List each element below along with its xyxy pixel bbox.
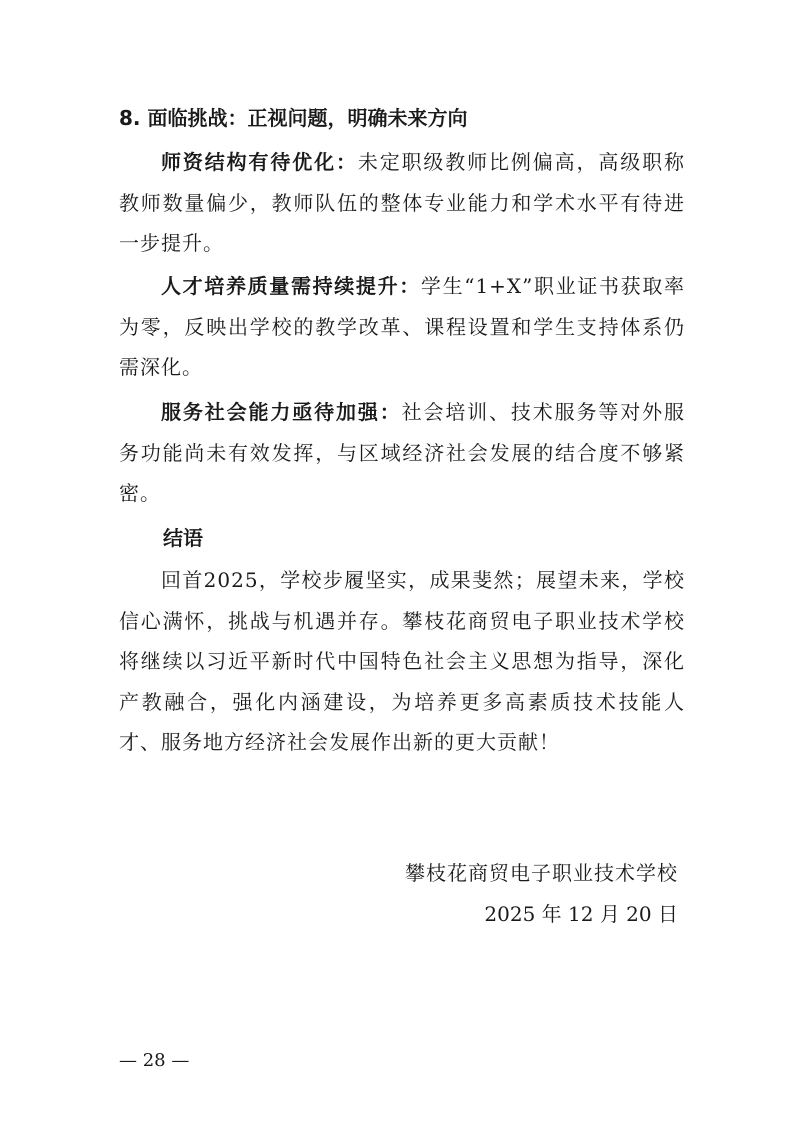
paragraph-text: 未定职级教师比例偏高，高级职称教师数量偏少，教师队伍的整体专业能力和学术水平有待进一步提升。 (119, 150, 686, 255)
section-heading: 8. 面临挑战：正视问题，明确未来方向 (119, 106, 468, 130)
paragraph-lead: 服务社会能力亟待加强： (161, 400, 402, 424)
paragraph-social-service (119, 392, 685, 514)
paragraph-lead: 师资结构有待优化： (161, 150, 358, 174)
paragraph-text: 社会培训、技术服务等对外服务功能尚未有效发挥，与区域经济社会发展的结合度不够紧密。 (119, 400, 686, 505)
page-number: — 28 — (119, 1050, 190, 1071)
paragraph-lead: 人才培养质量需持续提升： (161, 274, 421, 298)
paragraph-faculty-structure (119, 142, 685, 264)
paragraph-talent-quality (119, 266, 685, 388)
signature-date: 2025 年 12 月 20 日 (484, 902, 678, 926)
signature-organization: 攀枝花商贸电子职业技术学校 (405, 861, 678, 885)
paragraph-text: 学生“1+X”职业证书获取率为零，反映出学校的教学改革、课程设置和学生支持体系仍需深化。 (119, 274, 686, 379)
conclusion-title: 结语 (163, 526, 203, 550)
conclusion-paragraph: 回首2025，学校步履坚实，成果斐然；展望未来，学校信心满怀，挑战与机遇并存。攀枝花商贸电子职业技术学校将继续以习近平新时代中国特色社会主义思想为指导，深化产教融合，强化内涵建设，为培养更多高素质技术技能人才、服务地方经济社会发展作出新的更大贡献！ (119, 568, 685, 754)
